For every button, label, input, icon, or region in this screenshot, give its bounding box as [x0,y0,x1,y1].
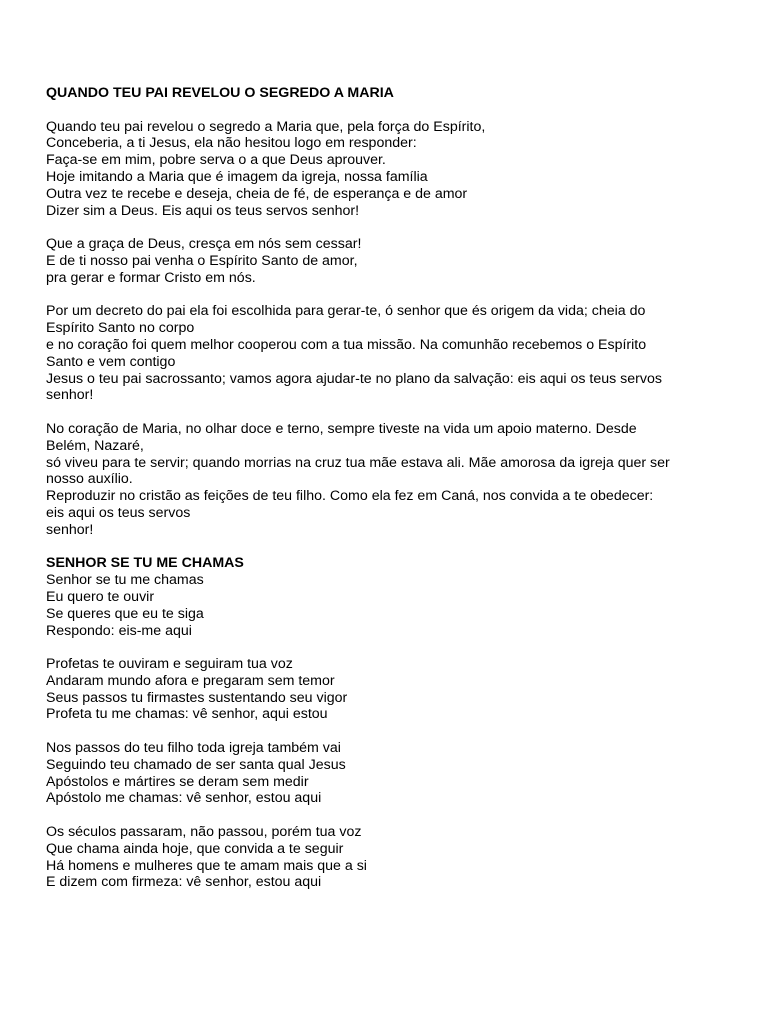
lyric-line: Apóstolos e mártires se deram sem medir [46,773,309,790]
lyric-line: Outra vez te recebe e deseja, cheia de fé, de esperança e de amor [46,185,468,202]
lyric-line: nosso auxílio. [46,471,133,488]
song2-stanza-1 [46,656,746,723]
lyric-line: Reproduzir no cristão as feições de teu filho. Como ela fez em Caná, nos convida a te obedecer: [46,488,654,505]
lyric-line: Faça-se em mim, pobre serva o a que Deus aprouver. [46,152,386,169]
song1-title: QUANDO TEU PAI REVELOU O SEGREDO A MARIA [46,85,394,101]
lyric-line: Profeta tu me chamas: vê senhor, aqui estou [46,706,328,723]
lyric-line: Se queres que eu te siga [46,605,204,622]
lyric-line: Nos passos do teu filho toda igreja também vai [46,740,341,757]
lyric-line: E de ti nosso pai venha o Espírito Santo de amor, [46,252,358,269]
lyric-line: No coração de Maria, no olhar doce e terno, sempre tiveste na vida um apoio materno. Desde [46,420,637,437]
lyric-line: Dizer sim a Deus. Eis aqui os teus servos senhor! [46,202,360,219]
lyric-line: Seguindo teu chamado de ser santa qual Jesus [46,756,346,773]
lyric-line: e no coração foi quem melhor cooperou com a tua missão. Na comunhão recebemos o Espírito [46,336,647,353]
lyric-line: E dizem com firmeza: vê senhor, estou aqui [46,874,322,891]
lyric-line: Respondo: eis-me aqui [46,622,192,639]
lyric-line: Hoje imitando a Maria que é imagem da igreja, nossa família [46,168,428,185]
song1-stanza-1 [46,119,746,220]
lyric-line: Profetas te ouviram e seguiram tua voz [46,656,293,673]
song2-stanza-2 [46,740,746,807]
lyric-line: Quando teu pai revelou o segredo a Maria que, pela força do Espírito, [46,118,486,135]
lyric-line: Que chama ainda hoje, que convida a te seguir [46,840,344,857]
lyric-line: senhor! [46,387,94,404]
song2-title: SENHOR SE TU ME CHAMAS [46,555,244,572]
lyric-line: pra gerar e formar Cristo em nós. [46,269,256,286]
song2-stanza-3 [46,824,746,891]
song1-stanza-3 [46,421,746,539]
lyric-line: Senhor se tu me chamas [46,572,204,589]
lyric-line: Há homens e mulheres que te amam mais que a si [46,857,367,874]
song1-stanza-2 [46,303,746,404]
lyric-line: Apóstolo me chamas: vê senhor, estou aqui [46,790,322,807]
lyric-line: Santo e vem contigo [46,353,176,370]
lyric-line: Espírito Santo no corpo [46,320,195,337]
song1-refrain [46,236,746,286]
song2-refrain [46,572,746,639]
lyric-line: Seus passos tu firmastes sustentando seu vigor [46,689,348,706]
lyric-line: Por um decreto do pai ela foi escolhida para gerar-te, ó senhor que és origem da vida; cheia do [46,303,646,320]
lyric-line: Jesus o teu pai sacrossanto; vamos agora ajudar-te no plano da salvação: eis aqui os teus servos [46,370,662,387]
lyric-line: Eu quero te ouvir [46,588,155,605]
lyric-line: Conceberia, a ti Jesus, ela não hesitou logo em responder: [46,135,417,152]
lyric-line: Os séculos passaram, não passou, porém tua voz [46,824,362,841]
lyric-line: só viveu para te servir; quando morrias na cruz tua mãe estava ali. Mãe amorosa da igreja quer ser [46,454,670,471]
lyric-line: Andaram mundo afora e pregaram sem temor [46,672,335,689]
lyric-line: Que a graça de Deus, cresça em nós sem cessar! [46,236,362,253]
lyric-line: Belém, Nazaré, [46,437,144,454]
lyric-line: senhor! [46,521,94,538]
title-spacer [46,102,746,119]
lyric-line: eis aqui os teus servos [46,504,191,521]
document-page [46,85,746,891]
